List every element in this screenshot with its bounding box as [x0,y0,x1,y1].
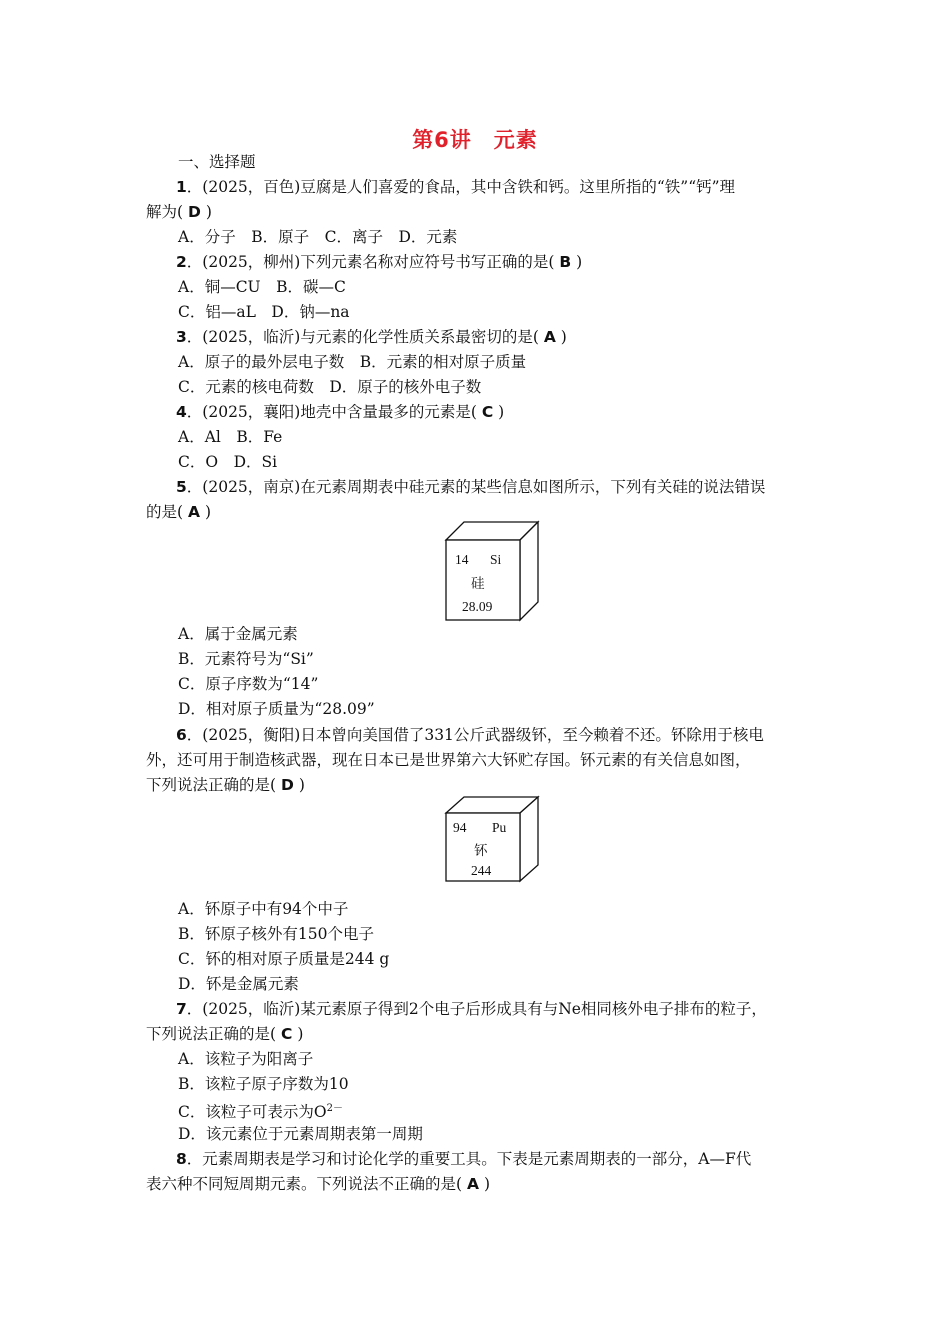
answer-badge: A [543,328,556,346]
question-4-options-1: A．Al B．Fe [178,428,283,446]
question-5-option-b: B．元素符号为“Si” [178,650,314,668]
answer-badge: D [281,776,294,794]
question-5-option-d: D．相对原子质量为“28.09” [178,700,375,718]
question-5-option-c: C．原子序数为“14” [178,675,319,693]
question-4-options-2: C．O D．Si [178,453,278,471]
question-7-stem-cont: 下列说法正确的是( C ) [146,1025,304,1043]
answer-badge: B [559,253,572,271]
question-8-stem-cont: 表六种不同短周期元素。下列说法不正确的是( A ) [146,1175,490,1193]
question-4-stem: 4．(2025，襄阳)地壳中含量最多的元素是( C ) [176,403,505,421]
plutonium-element-cube [444,795,540,883]
silicon-element-cube [444,520,540,622]
question-3-options-2: C．元素的核电荷数 D．原子的核外电子数 [178,378,482,396]
question-6-stem-cont-2: 下列说法正确的是( D ) [146,776,305,794]
question-7-stem: 7．(2025，临沂)某元素原子得到2个电子后形成具有与Ne相同核外电子排布的粒子， [176,1000,767,1018]
question-7-option-a: A．该粒子为阳离子 [178,1050,314,1068]
question-6-option-b: B．钚原子核外有150个电子 [178,925,374,943]
answer-badge: C [281,1025,293,1043]
element-symbol: Pu [492,820,507,835]
atomic-number: 14 [455,552,469,567]
question-7-option-d: D．该元素位于元素周期表第一周期 [178,1125,423,1143]
page-title: 第6讲 元素 [412,128,538,152]
element-name: 硅 [471,576,485,591]
element-symbol: Si [490,552,502,567]
question-6-option-c: C．钚的相对原子质量是244 g [178,950,390,968]
section-heading: 一、选择题 [178,153,256,171]
question-5-stem-cont: 的是( A ) [146,503,211,521]
question-6-option-d: D．钚是金属元素 [178,975,299,993]
question-1-stem-cont: 解为( D ) [146,203,212,221]
question-3-options-1: A．原子的最外层电子数 B．元素的相对原子质量 [178,353,527,371]
atomic-mass: 28.09 [462,599,493,614]
atomic-number: 94 [453,820,467,835]
question-3-stem: 3．(2025，临沂)与元素的化学性质关系最密切的是( A ) [176,328,567,346]
ion-charge: 2－ [326,1103,343,1114]
question-2-stem: 2．(2025，柳州)下列元素名称对应符号书写正确的是( B ) [176,253,583,271]
question-8-stem: 8．元素周期表是学习和讨论化学的重要工具。下表是元素周期表的一部分，A—F代 [176,1150,752,1168]
question-6-option-a: A．钚原子中有94个中子 [178,900,349,918]
question-2-options-2: C．铝—aL D．钠—na [178,303,350,321]
answer-badge: D [188,203,201,221]
answer-badge: A [467,1175,479,1193]
question-2-options-1: A．铜—CU B．碳—C [178,278,346,296]
question-1-stem: 1．(2025，百色)豆腐是人们喜爱的食品，其中含铁和钙。这里所指的“铁”“钙”理 [176,178,736,196]
answer-badge: C [481,403,494,421]
element-name: 钚 [474,843,488,858]
answer-badge: A [188,503,200,521]
question-6-stem: 6．(2025，衡阳)日本曾向美国借了331公斤武器级钚，至今赖着不还。钚除用于核电 [176,726,764,744]
question-7-option-b: B．该粒子原子序数为10 [178,1075,349,1093]
question-5-option-a: A．属于金属元素 [178,625,298,643]
question-7-option-c: C．该粒子可表示为$O^{2-}$ [178,1103,343,1122]
question-5-stem: 5．(2025，南京)在元素周期表中硅元素的某些信息如图所示，下列有关硅的说法错误 [176,478,766,496]
question-6-stem-cont-1: 外，还可用于制造核武器，现在日本已是世界第六大钚贮存国。钚元素的有关信息如图， [146,751,751,769]
atomic-mass: 244 [471,863,492,878]
question-1-options: A．分子 B．原子 C．离子 D．元素 [178,228,458,246]
